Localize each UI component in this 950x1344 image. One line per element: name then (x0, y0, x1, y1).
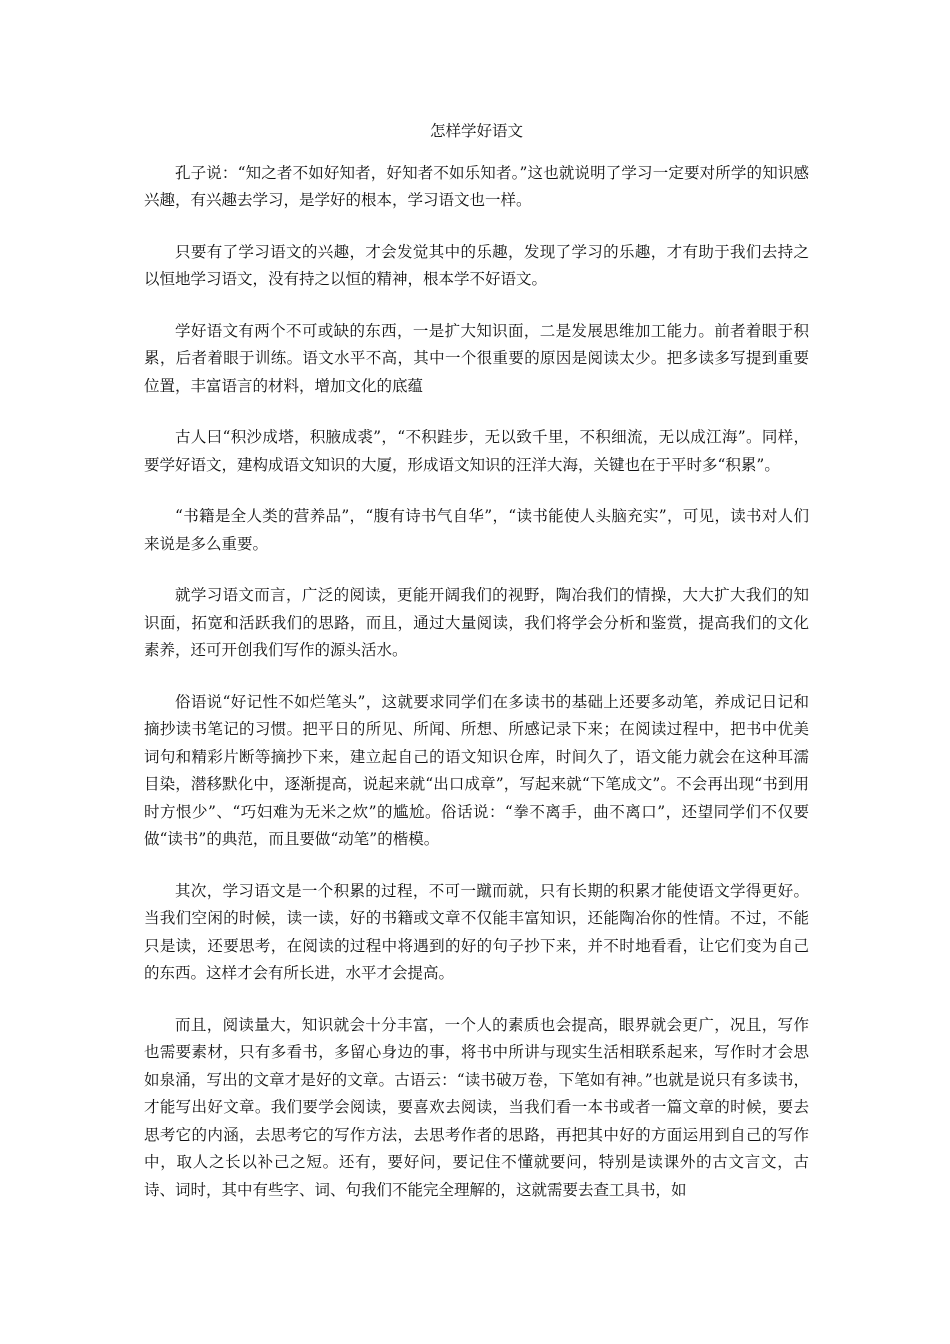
document-title: 怎样学好语文 (429, 122, 523, 140)
document-body (144, 118, 809, 1228)
paragraph-9: 而且，阅读量大，知识就会十分丰富，一个人的素质也会提高，眼界就会更广，况且，写作也需要素材，只有多看书，多留心身边的事，将书中所讲与现实生活相联系起来，写作时才会思如泉涌，写出的文章才是好的文章。古语云：“读书破万卷，下笔如有神。”也就是说只有多读书，才能写出好文章。我们要学会阅读，要喜欢去阅读，当我们看一本书或者一篇文章的时候，要去思考它的内涵，去思考它的写作方法，去思考作者的思路，再把其中好的方面运用到自己的写作中，取人之长以补己之短。还有，要好问，要记住不懂就要问，特别是读课外的古文言文，古诗、词时，其中有些字、词、句我们不能完全理解的，这就需要去查工具书，如 (144, 1015, 809, 1199)
paragraph-3: 学好语文有两个不可或缺的东西，一是扩大知识面，二是发展思维加工能力。前者着眼于积累，后者着眼于训练。语文水平不高，其中一个很重要的原因是阅读太少。把多读多写提到重要位置，丰富语言的材料，增加文化的底蕴 (144, 321, 809, 395)
paragraph-2: 只要有了学习语文的兴趣，才会发觉其中的乐趣，发现了学习的乐趣，才有助于我们去持之以恒地学习语文，没有持之以恒的精神，根本学不好语文。 (144, 242, 809, 288)
paragraph-4: 古人曰“积沙成塔，积腋成裘”，“不积跬步，无以致千里，不积细流，无以成江海”。同样，要学好语文，建构成语文知识的大厦，形成语文知识的汪洋大海，关键也在于平时多“积累”。 (144, 428, 809, 474)
paragraph-8: 其次，学习语文是一个积累的过程，不可一蹴而就，只有长期的积累才能使语文学得更好。当我们空闲的时候，读一读，好的书籍或文章不仅能丰富知识，还能陶冶你的性情。不过，不能只是读，还要思考，在阅读的过程中将遇到的好的句子抄下来，并不时地看看，让它们变为自己的东西。这样才会有所长进，水平才会提高。 (144, 881, 809, 982)
paragraph-1: 孔子说：“知之者不如好知者，好知者不如乐知者。”这也就说明了学习一定要对所学的知识感兴趣，有兴趣去学习，是学好的根本，学习语文也一样。 (144, 163, 809, 209)
paragraph-6: 就学习语文而言，广泛的阅读，更能开阔我们的视野，陶冶我们的情操，大大扩大我们的知识面，拓宽和活跃我们的思路，而且，通过大量阅读，我们将学会分析和鉴赏，提高我们的文化素养，还可开创我们写作的源头活水。 (144, 586, 809, 659)
paragraph-7: 俗语说“好记性不如烂笔头”，这就要求同学们在多读书的基础上还要多动笔，养成记日记和摘抄读书笔记的习惯。把平日的所见、所闻、所想、所感记录下来；在阅读过程中，把书中优美词句和精彩片断等摘抄下来，建立起自己的语文知识仓库，时间久了，语文能力就会在这种耳濡目染，潜移默化中，逐渐提高，说起来就“出口成章”，写起来就“下笔成文”。不会再出现“书到用时方恨少”、“巧妇难为无米之炊”的尴尬。俗话说：“拳不离手，曲不离口”，还望同学们不仅要做“读书”的典范，而且要做“动笔”的楷模。 (144, 692, 809, 848)
paragraph-5: “书籍是全人类的营养品”，“腹有诗书气自华”，“读书能使人头脑充实”，可见，读书对人们来说是多么重要。 (144, 507, 809, 553)
